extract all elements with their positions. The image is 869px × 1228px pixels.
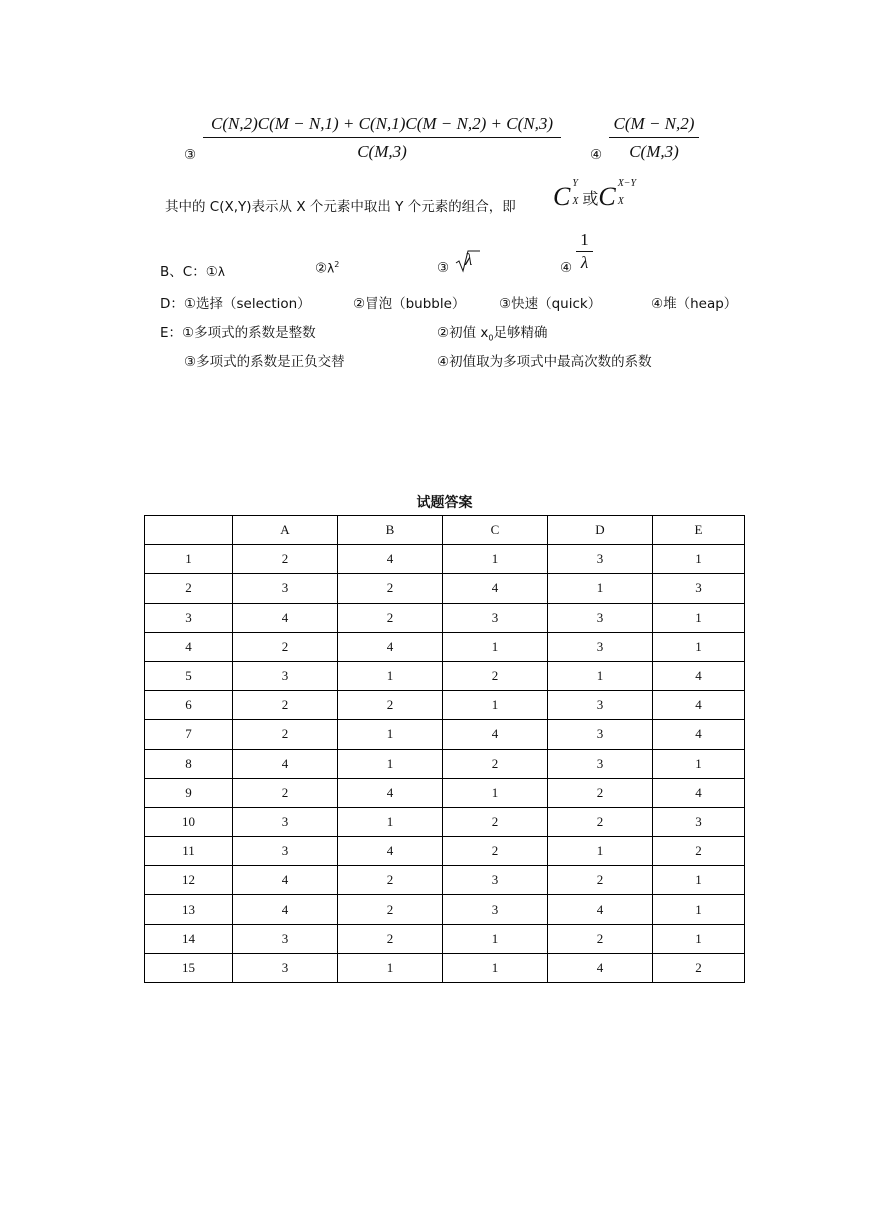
answer-cell: 4 bbox=[233, 866, 338, 895]
answer-cell: 1 bbox=[338, 661, 443, 690]
table-row bbox=[145, 545, 745, 574]
combination-note bbox=[165, 195, 516, 215]
formula-4-marker: ④ bbox=[590, 147, 603, 163]
answer-cell: 1 bbox=[338, 953, 443, 982]
answer-cell: 3 bbox=[233, 574, 338, 603]
answer-cell: 4 bbox=[653, 720, 745, 749]
answer-cell: 4 bbox=[338, 837, 443, 866]
question-number-cell: 10 bbox=[145, 807, 233, 836]
options-e-3: ③多项式的系数是正负交替 bbox=[184, 354, 345, 370]
options-e-2-post: 足够精确 bbox=[493, 325, 548, 341]
answer-cell: 2 bbox=[548, 866, 653, 895]
question-number-cell: 15 bbox=[145, 953, 233, 982]
answer-cell: 1 bbox=[443, 691, 548, 720]
answer-cell: 2 bbox=[338, 895, 443, 924]
options-d-3: ③快速（quick） bbox=[499, 296, 602, 312]
question-number-cell: 4 bbox=[145, 632, 233, 661]
formula-4-numerator: C(M − N,2) bbox=[613, 114, 695, 133]
answer-cell: 4 bbox=[548, 953, 653, 982]
options-e-prefix: E： bbox=[160, 325, 183, 341]
answer-cell: 3 bbox=[233, 924, 338, 953]
answer-cell: 2 bbox=[338, 574, 443, 603]
answer-cell: 4 bbox=[233, 895, 338, 924]
answer-cell: 2 bbox=[653, 837, 745, 866]
answer-cell: 3 bbox=[548, 545, 653, 574]
answer-cell: 2 bbox=[338, 866, 443, 895]
question-number-cell: 5 bbox=[145, 661, 233, 690]
answer-cell: 1 bbox=[443, 632, 548, 661]
answer-cell: 3 bbox=[443, 895, 548, 924]
options-bc bbox=[160, 260, 225, 280]
options-e-1: ①多项式的系数是整数 bbox=[182, 325, 316, 341]
answer-cell: 2 bbox=[443, 807, 548, 836]
answer-cell: 1 bbox=[653, 603, 745, 632]
options-e-2-pre: ②初值 x bbox=[437, 325, 489, 341]
question-number-cell: 1 bbox=[145, 545, 233, 574]
answer-cell: 1 bbox=[548, 661, 653, 690]
table-row bbox=[145, 691, 745, 720]
combination-sup-xy: X−Y bbox=[617, 178, 637, 189]
question-number-cell: 13 bbox=[145, 895, 233, 924]
options-bc-2 bbox=[315, 260, 339, 277]
answer-cell: 3 bbox=[233, 837, 338, 866]
question-number-cell: 12 bbox=[145, 866, 233, 895]
table-row bbox=[145, 837, 745, 866]
answer-cell: 2 bbox=[338, 603, 443, 632]
combination-sub-x: X bbox=[572, 196, 579, 207]
options-bc-4-fraction bbox=[576, 230, 593, 273]
answer-cell: 3 bbox=[548, 691, 653, 720]
table-row bbox=[145, 632, 745, 661]
fraction-bar bbox=[609, 137, 699, 138]
options-bc-3-mark: ③ bbox=[437, 260, 450, 276]
combination-symbol: C bbox=[553, 182, 571, 211]
formula-3-numerator: C(N,2)C(M − N,1) + C(N,1)C(M − N,2) + C(N,3) bbox=[211, 114, 553, 133]
table-row bbox=[145, 661, 745, 690]
answer-cell: 1 bbox=[338, 807, 443, 836]
options-d bbox=[160, 292, 311, 312]
answer-cell: 4 bbox=[233, 603, 338, 632]
answer-cell: 2 bbox=[443, 661, 548, 690]
answers-title: 试题答案 bbox=[416, 495, 473, 511]
table-row bbox=[145, 778, 745, 807]
table-header-row bbox=[145, 516, 745, 545]
options-e-4: ④初值取为多项式中最高次数的系数 bbox=[437, 354, 652, 370]
answer-cell: 2 bbox=[548, 807, 653, 836]
question-number-cell: 6 bbox=[145, 691, 233, 720]
combination-note-text: 其中的 C(X,Y)表示从 X 个元素中取出 Y 个元素的组合，即 bbox=[165, 199, 516, 215]
table-row bbox=[145, 603, 745, 632]
answer-cell: 4 bbox=[338, 778, 443, 807]
answer-cell: 3 bbox=[653, 807, 745, 836]
answer-cell: 2 bbox=[338, 924, 443, 953]
answer-cell: 1 bbox=[338, 720, 443, 749]
answer-cell: 4 bbox=[653, 778, 745, 807]
answer-cell: 1 bbox=[653, 866, 745, 895]
options-e bbox=[160, 321, 316, 341]
answer-cell: 1 bbox=[338, 749, 443, 778]
question-number-cell: 2 bbox=[145, 574, 233, 603]
answer-cell: 1 bbox=[548, 574, 653, 603]
answer-cell: 3 bbox=[443, 603, 548, 632]
table-row bbox=[145, 720, 745, 749]
options-bc-2-base: λ bbox=[327, 261, 335, 276]
options-bc-prefix: B、C： bbox=[160, 264, 206, 280]
answer-cell: 2 bbox=[233, 778, 338, 807]
answer-cell: 2 bbox=[338, 691, 443, 720]
table-row bbox=[145, 749, 745, 778]
answer-cell: 1 bbox=[653, 924, 745, 953]
table-header-cell: D bbox=[548, 516, 653, 545]
answer-cell: 3 bbox=[233, 807, 338, 836]
table-header-cell: A bbox=[233, 516, 338, 545]
fraction-bar bbox=[203, 137, 561, 138]
answer-cell: 4 bbox=[443, 720, 548, 749]
options-bc-2-sup: 2 bbox=[334, 260, 340, 269]
answer-cell: 3 bbox=[548, 720, 653, 749]
answer-cell: 2 bbox=[233, 545, 338, 574]
table-header-cell: C bbox=[443, 516, 548, 545]
answer-cell: 4 bbox=[653, 661, 745, 690]
answer-cell: 3 bbox=[653, 574, 745, 603]
table-header-cell: E bbox=[653, 516, 745, 545]
table-row bbox=[145, 807, 745, 836]
options-bc-1: λ bbox=[217, 265, 225, 279]
question-number-cell: 8 bbox=[145, 749, 233, 778]
answer-cell: 4 bbox=[338, 632, 443, 661]
question-number-cell: 14 bbox=[145, 924, 233, 953]
answer-cell: 2 bbox=[653, 953, 745, 982]
answer-cell: 1 bbox=[443, 953, 548, 982]
options-bc-4-mark: ④ bbox=[560, 260, 573, 276]
answer-cell: 1 bbox=[443, 545, 548, 574]
table-row bbox=[145, 924, 745, 953]
answer-cell: 1 bbox=[653, 545, 745, 574]
combination-symbol-2: C bbox=[598, 182, 616, 211]
answer-cell: 3 bbox=[548, 749, 653, 778]
options-d-4: ④堆（heap） bbox=[651, 296, 738, 312]
answer-cell: 4 bbox=[653, 691, 745, 720]
answer-cell: 1 bbox=[653, 749, 745, 778]
formula-3-fraction bbox=[203, 114, 561, 162]
options-e-2 bbox=[437, 321, 547, 343]
or-word: 或 bbox=[582, 189, 599, 208]
combination-sup-y: Y bbox=[572, 178, 578, 189]
formula-4-denominator: C(M,3) bbox=[629, 142, 679, 161]
question-number-cell: 3 bbox=[145, 603, 233, 632]
options-bc-3-radicand: λ bbox=[465, 250, 473, 269]
answer-cell: 4 bbox=[443, 574, 548, 603]
formula-4-fraction bbox=[609, 114, 699, 162]
answer-cell: 1 bbox=[443, 924, 548, 953]
options-d-2: ②冒泡（bubble） bbox=[353, 296, 466, 312]
answer-cell: 2 bbox=[233, 632, 338, 661]
options-bc-2-mark: ② bbox=[315, 260, 328, 277]
table-row bbox=[145, 895, 745, 924]
question-number-cell: 11 bbox=[145, 837, 233, 866]
answer-cell: 1 bbox=[548, 837, 653, 866]
options-bc-1-mark: ① bbox=[205, 264, 218, 280]
formula-3-marker: ③ bbox=[184, 147, 197, 163]
answer-cell: 2 bbox=[443, 837, 548, 866]
options-bc-4-den: λ bbox=[580, 253, 589, 272]
combination-sub-x-2: X bbox=[617, 196, 624, 207]
answer-cell: 3 bbox=[233, 661, 338, 690]
answer-cell: 1 bbox=[653, 895, 745, 924]
answer-cell: 3 bbox=[548, 603, 653, 632]
answer-cell: 2 bbox=[443, 749, 548, 778]
table-row bbox=[145, 866, 745, 895]
answer-cell: 2 bbox=[233, 720, 338, 749]
answer-cell: 2 bbox=[548, 778, 653, 807]
options-e-2-sub: 0 bbox=[488, 333, 494, 343]
answer-cell: 3 bbox=[443, 866, 548, 895]
options-bc-4-num: 1 bbox=[580, 230, 589, 249]
answer-cell: 1 bbox=[443, 778, 548, 807]
answers-table bbox=[144, 515, 745, 983]
answer-cell: 4 bbox=[548, 895, 653, 924]
answer-cell: 2 bbox=[548, 924, 653, 953]
question-number-cell: 7 bbox=[145, 720, 233, 749]
formula-3-denominator: C(M,3) bbox=[357, 142, 407, 161]
table-row bbox=[145, 953, 745, 982]
table-row bbox=[145, 574, 745, 603]
answer-cell: 2 bbox=[233, 691, 338, 720]
answer-cell: 1 bbox=[653, 632, 745, 661]
table-header-cell bbox=[145, 516, 233, 545]
combination-notation bbox=[553, 178, 640, 212]
options-d-1: ①选择（selection） bbox=[183, 296, 311, 312]
answer-cell: 4 bbox=[233, 749, 338, 778]
fraction-bar bbox=[576, 251, 593, 252]
question-number-cell: 9 bbox=[145, 778, 233, 807]
answer-cell: 3 bbox=[233, 953, 338, 982]
options-d-prefix: D： bbox=[160, 296, 184, 312]
answer-cell: 4 bbox=[338, 545, 443, 574]
table-header-cell: B bbox=[338, 516, 443, 545]
answer-cell: 3 bbox=[548, 632, 653, 661]
